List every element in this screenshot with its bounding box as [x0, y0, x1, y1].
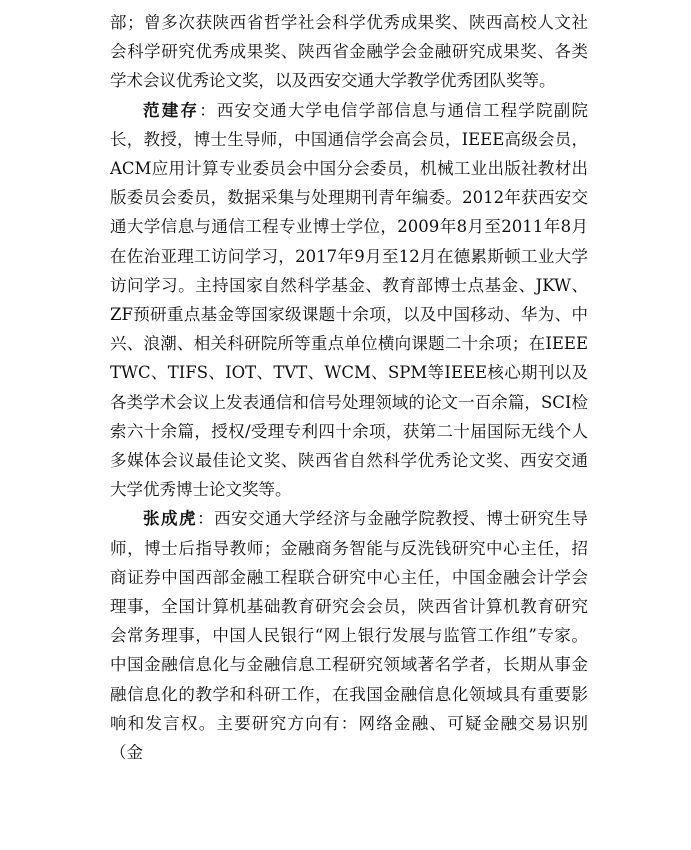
paragraph-fan-jiancun — [110, 96, 588, 505]
paragraph-text: ：西安交通大学电信学部信息与通信工程学院副院长，教授，博士生导师，中国通信学会高会员，IEEE高级会员，ACM应用计算专业委员会中国分会委员，机械工业出版社教材出版委员会委员，数据采集与处理期刊青年编委。2012年获西安交通大学信息与通信工程专业博士学位，2009年8月至2011年8月在佐治亚理工访问学习，2017年9月至12月在德累斯顿工业大学访问学习。主持国家自然科学基金、教育部博士点基金、JKW、ZF预研重点基金等国家级课题十余项，以及中国移动、华为、中兴、浪潮、相关科研院所等重点单位横向课题二十余项；在IEEE TWC、TIFS、IOT、TVT、WCM、SPM等IEEE核心期刊以及各类学术会议上发表通信和信号处理领域的论文一百余篇，SCI检索六十余篇，授权/受理专利四十余项，获第二十届国际无线个人多媒体会议最佳论文奖、陕西省自然科学优秀论文奖、西安交通大学优秀博士论文奖等。 — [110, 100, 589, 500]
paragraph-text: 部；曾多次获陕西省哲学社会科学优秀成果奖、陕西高校人文社会科学研究优秀成果奖、陕西省金融学会金融研究成果奖、各类学术会议优秀论文奖，以及西安交通大学教学优秀团队奖等。 — [110, 13, 588, 91]
person-name: 张成虎 — [143, 509, 198, 529]
document-body — [110, 8, 588, 767]
paragraph-awards-continuation — [110, 8, 588, 96]
paragraph-zhang-chenghu — [110, 504, 588, 767]
paragraph-text: ：西安交通大学经济与金融学院教授、博士研究生导师，博士后指导教师；金融商务智能与反洗钱研究中心主任，招商证券中国西部金融工程联合研究中心主任，中国金融会计学会理事，全国计算机基础教育研究会会员，陕西省计算机教育研究会常务理事，中国人民银行“网上银行发展与监管工作组”专家。中国金融信息化与金融信息工程研究领域著名学者，长期从事金融信息化的教学和科研工作，在我国金融信息化领域具有重要影响和发言权。主要研究方向有：网络金融、可疑金融交易识别（金 — [110, 509, 589, 763]
person-name: 范建存 — [143, 100, 200, 120]
